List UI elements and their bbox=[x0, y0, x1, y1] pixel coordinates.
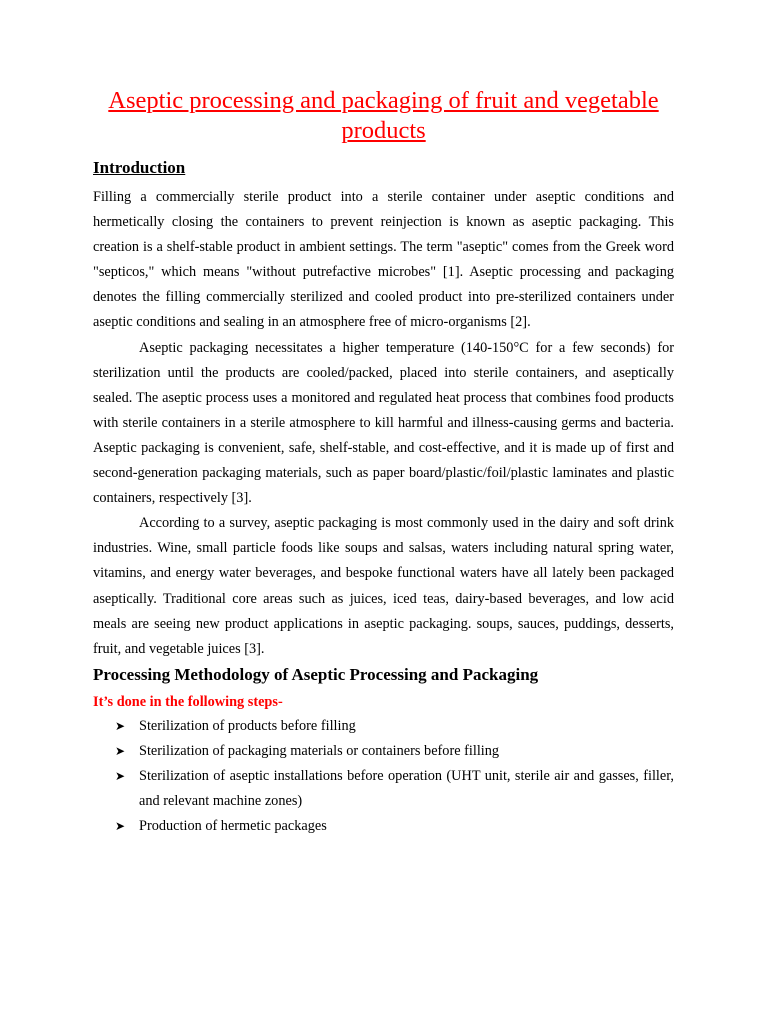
list-item bbox=[93, 764, 674, 814]
list-item bbox=[93, 739, 674, 764]
step-text: Sterilization of products before filling bbox=[139, 717, 356, 734]
step-text: Sterilization of aseptic installations before operation (UHT unit, sterile air and gasses, filler, and relevant machine zones) bbox=[139, 767, 674, 810]
list-item bbox=[93, 814, 674, 839]
step-text: Production of hermetic packages bbox=[139, 818, 327, 835]
list-item bbox=[93, 714, 674, 739]
document-title: Aseptic processing and packaging of fruit and vegetable products bbox=[108, 87, 659, 144]
introduction-heading: Introduction bbox=[93, 158, 186, 177]
step-text: Sterilization of packaging materials or containers before filling bbox=[139, 742, 500, 759]
arrowhead-bullet-icon: ➤ bbox=[115, 819, 126, 834]
steps-label: It’s done in the following steps- bbox=[93, 693, 283, 710]
introduction-paragraph-1: Filling a commercially sterile product into a sterile container under aseptic conditions and hermetically closing the containers to prevent reinjection is known as aseptic packaging. This creation is a shelf-stable product in ambient settings. The term "aseptic" comes from the Greek word "septicos," which means "without putrefactive microbes" [1]. Aseptic processing and packaging denotes the filling commercially sterilized and cooled product into pre-sterilized containers under aseptic conditions and sealing in an atmosphere free of micro-organisms [2]. bbox=[93, 189, 674, 331]
document-page bbox=[93, 86, 674, 839]
methodology-heading: Processing Methodology of Aseptic Processing and Packaging bbox=[93, 664, 539, 684]
introduction-paragraph-2: Aseptic packaging necessitates a higher temperature (140-150°C for a few seconds) for sterilization until the products are cooled/packed, placed into sterile containers, and aseptically sealed. The aseptic process uses a monitored and regulated heat process that combines food products with sterile containers in a sterile atmosphere to kill harmful and illness-causing germs and bacteria. Aseptic packaging is convenient, safe, shelf-stable, and cost-effective, and it is made up of first and second-generation packaging materials, such as paper board/plastic/foil/plastic laminates and plastic containers, respectively [3]. bbox=[93, 339, 674, 507]
introduction-paragraph-3: According to a survey, aseptic packaging is most commonly used in the dairy and soft drink industries. Wine, small particle foods like soups and salsas, waters including natural spring water, vitamins, and energy water beverages, and bespoke functional waters have all lately been packaged aseptically. Traditional core areas such as juices, iced teas, dairy-based beverages, and low acid meals are seeing new product applications in aseptic packaging. soups, sauces, puddings, desserts, fruit, and vegetable juices [3]. bbox=[93, 515, 674, 657]
steps-list bbox=[93, 714, 674, 839]
arrowhead-bullet-icon: ➤ bbox=[115, 718, 126, 733]
arrowhead-bullet-icon: ➤ bbox=[115, 768, 126, 783]
arrowhead-bullet-icon: ➤ bbox=[115, 743, 126, 758]
